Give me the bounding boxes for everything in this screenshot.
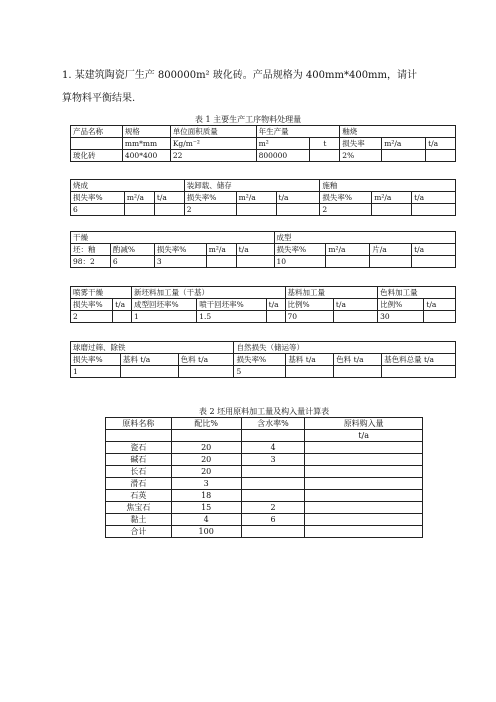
header-base: 基料 t/a (286, 354, 334, 366)
material-water: 4 (241, 442, 305, 454)
header-m2: m² (256, 138, 310, 150)
material-water: 3 (241, 454, 305, 466)
header-tpa: t/a (266, 299, 285, 311)
header-return-rate: 成型回坯率% (131, 299, 196, 311)
header-loss: 损失率% (234, 354, 286, 366)
header-tpa: t/a (426, 138, 456, 150)
cell-form-loss: 10 (274, 256, 326, 268)
table2 (105, 417, 423, 538)
header-handling: 装卸载、储存 (184, 180, 320, 192)
header-spec-unit: mm*mm (122, 138, 170, 150)
header-m2a: m²/a (124, 192, 154, 204)
material-name: 滑石 (106, 478, 172, 490)
material-ratio: 20 (171, 454, 241, 466)
table1-part3 (70, 231, 456, 268)
header-ratio: 比例% (378, 299, 424, 311)
table-row (106, 454, 423, 466)
cell-firing-loss: 6 (71, 204, 125, 216)
material-water (241, 526, 305, 538)
table1-part2 (70, 179, 456, 216)
table1-part1 (70, 125, 456, 162)
cell-spray-return: 1.5 (197, 311, 266, 323)
header-unit-mass: 单位面积质量 (170, 126, 256, 138)
header-unit-mass-unit: Kg/m⁻² (170, 138, 256, 150)
header-reduction: 酌减% (110, 244, 154, 256)
table2-caption: 表 2 坯用原料加工量及构入量计算表 (198, 407, 330, 416)
problem-statement (62, 64, 462, 110)
material-water (241, 478, 305, 490)
header-loss: 损失率% (154, 244, 206, 256)
header-product: 产品名称 (71, 126, 123, 138)
cell-product: 玻化砖 (71, 150, 123, 162)
header-base: 基料 t/a (120, 354, 178, 366)
header-tpa: t/a (113, 299, 132, 311)
cell-spec: 400*400 (122, 150, 170, 162)
header-drying: 干燥 (71, 232, 275, 244)
cell-dry-loss: 3 (154, 256, 206, 268)
header-unit: t/a (305, 430, 423, 442)
table-row (106, 442, 423, 454)
table1-part5 (70, 341, 456, 378)
header-spec: 规格 (122, 126, 170, 138)
header-base: 基料加工量 (285, 287, 378, 299)
header-loss: 损失率 (340, 138, 382, 150)
header-m2a: m²/a (236, 192, 276, 204)
material-ratio: 20 (171, 466, 241, 478)
header-loss: 损失率% (71, 192, 125, 204)
header-new-blank: 新坯料加工量（干基） (131, 287, 285, 299)
cell-glaze-loss: 2% (340, 150, 382, 162)
cell-glazing-loss: 2 (320, 204, 372, 216)
header-loss: 损失率% (320, 192, 372, 204)
problem-line-1: 1. 某建筑陶瓷厂生产 800000m² 玻化砖。产品规格为 400mm*400mm，请计 (62, 70, 418, 81)
header-firing: 烧成 (71, 180, 185, 192)
cell-ball-loss: 1 (71, 366, 121, 378)
table-row (106, 502, 423, 514)
table-row (106, 490, 423, 502)
material-ratio: 20 (171, 442, 241, 454)
header-m2a: m²/a (382, 138, 426, 150)
material-name: 碱石 (106, 454, 172, 466)
cell-spray-loss: 2 (71, 311, 113, 323)
cell-return-rate: 1 (131, 311, 196, 323)
header-material: 原料名称 (106, 418, 172, 430)
material-name: 瓷石 (106, 442, 172, 454)
cell-color-ratio: 30 (378, 311, 424, 323)
header-total: 基色料总量 t/a (382, 354, 456, 366)
header-tpa: t/a (333, 299, 377, 311)
header-blank-glaze: 坯：釉 (71, 244, 111, 256)
header-spray-return: 喷干回坯率% (197, 299, 266, 311)
table1-part4 (70, 286, 456, 323)
problem-line-2: 算物料平衡结果. (62, 93, 136, 104)
header-tpa: t/a (412, 244, 456, 256)
material-water: 6 (241, 514, 305, 526)
table-row (106, 514, 423, 526)
material-name: 石英 (106, 490, 172, 502)
header-water: 含水率% (241, 418, 305, 430)
material-ratio: 100 (171, 526, 241, 538)
material-ratio: 3 (171, 478, 241, 490)
header-color: 色料加工量 (378, 287, 456, 299)
table-row (106, 478, 423, 490)
header-color: 色料 t/a (178, 354, 234, 366)
material-water: 2 (241, 502, 305, 514)
header-ratio: 配比% (171, 418, 241, 430)
material-name: 黏土 (106, 514, 172, 526)
material-water (241, 466, 305, 478)
material-name: 焦宝石 (106, 502, 172, 514)
material-water (241, 490, 305, 502)
header-tpa: t/a (412, 192, 456, 204)
material-ratio: 15 (171, 502, 241, 514)
header-natural-loss: 自然损失（储运等） (234, 342, 456, 354)
cell-ratio: 98：2 (71, 256, 111, 268)
header-purchase: 原料购入量 (305, 418, 423, 430)
header-t: t (310, 138, 340, 150)
header-tpa: t/a (424, 299, 456, 311)
header-loss: 损失率% (184, 192, 236, 204)
cell-natural-loss: 5 (234, 366, 286, 378)
header-ball-mill: 球磨过筛、除铁 (71, 342, 234, 354)
cell-base-ratio: 70 (285, 311, 333, 323)
table-row-total (106, 526, 423, 538)
header-tpa: t/a (236, 244, 274, 256)
cell-handling-loss: 2 (184, 204, 236, 216)
header-loss: 损失率% (71, 354, 121, 366)
cell-mass: 22 (170, 150, 256, 162)
header-ratio: 比例% (285, 299, 333, 311)
header-spray: 喷雾干燥 (71, 287, 132, 299)
header-loss: 损失率% (274, 244, 326, 256)
material-ratio: 18 (171, 490, 241, 502)
header-tpa: t/a (276, 192, 320, 204)
header-m2a: m²/a (326, 244, 370, 256)
material-name: 长石 (106, 466, 172, 478)
cell-reduction: 6 (110, 256, 154, 268)
header-glazing: 施釉 (320, 180, 456, 192)
header-color: 色料 t/a (334, 354, 382, 366)
header-glaze-firing: 釉烧 (340, 126, 456, 138)
header-annual: 年生产量 (256, 126, 340, 138)
header-m2a: m²/a (372, 192, 412, 204)
header-pieces: 片/a (370, 244, 412, 256)
header-loss: 损失率% (71, 299, 113, 311)
header-tpa: t/a (154, 192, 184, 204)
table1-caption: 表 1 主要生产工序物料处理量 (194, 115, 302, 124)
header-m2a: m²/a (206, 244, 236, 256)
material-ratio: 4 (171, 514, 241, 526)
header-forming: 成型 (274, 232, 455, 244)
table-row (106, 466, 423, 478)
material-name: 合计 (106, 526, 172, 538)
cell-annual: 800000 (256, 150, 310, 162)
